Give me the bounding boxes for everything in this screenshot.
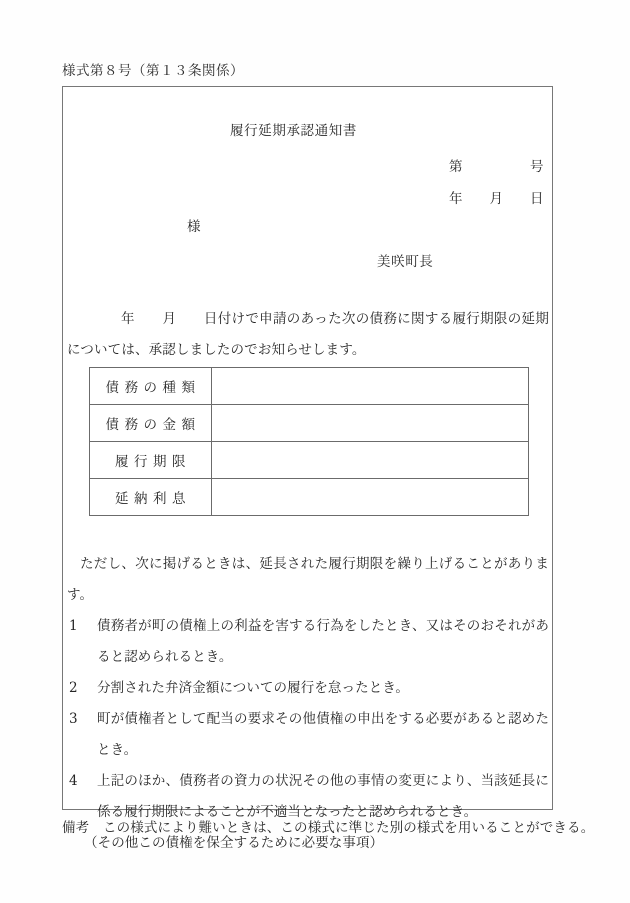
notes-section	[67, 549, 549, 859]
table-row-value[interactable]	[212, 442, 529, 479]
table-row-value[interactable]	[212, 479, 529, 516]
clause-text: 債務者が町の債権上の利益を害する行為をしたとき、又はそのおそれがあると認められるとき。	[97, 618, 549, 665]
document-date-field: 年 月 日	[449, 191, 544, 207]
body-paragraph: 年 月 日付けで申請のあった次の債務に関する履行期限の延期については、承認しましたのでお知らせします。	[67, 311, 549, 358]
clause-item	[67, 673, 549, 704]
table-row	[90, 479, 529, 516]
clause-text: 分割された弁済金額についての履行を怠ったとき。	[97, 680, 409, 696]
footer-remark: 備考 この様式により難いときは、この様式に準じた別の様式を用いることができる。	[62, 820, 595, 836]
table-row-label	[90, 368, 212, 405]
table-row-label	[90, 405, 212, 442]
clause-item	[67, 704, 549, 766]
clause-number: 2	[69, 680, 78, 696]
debt-details-table	[89, 367, 529, 516]
table-row	[90, 368, 529, 405]
table-label-text: 債務の種類	[105, 380, 201, 396]
clause-number: 3	[69, 711, 78, 727]
table-row-value[interactable]	[212, 405, 529, 442]
table-label-text: 履行期限	[115, 454, 191, 470]
issuer-name: 美咲町長	[377, 254, 434, 270]
document-title: 履行延期承認通知書	[230, 123, 357, 139]
notes-parenthetical-text: （その他この債権を保全するために必要な事項）	[84, 835, 384, 851]
table-label-text: 債務の金額	[105, 417, 201, 433]
table-label-text: 延納利息	[115, 491, 191, 507]
table-row	[90, 442, 529, 479]
clause-number: 1	[69, 618, 78, 634]
table-row	[90, 405, 529, 442]
addressee-honorific: 様	[187, 219, 201, 235]
document-number-field: 第 号	[449, 159, 544, 175]
clause-text: 上記のほか、債務者の資力の状況その他の事情の変更により、当該延長に係る履行期限によることが不適当となったと認められるとき。	[97, 773, 549, 820]
clause-text: 町が債権者として配当の要求その他債権の申出をする必要があると認めたとき。	[97, 711, 549, 758]
notes-lead-text: ただし、次に掲げるときは、延長された履行期限を繰り上げることがあります。	[67, 556, 549, 603]
clause-number: 4	[69, 773, 78, 789]
clause-item	[67, 611, 549, 673]
form-number-heading: 様式第８号（第１３条関係）	[62, 63, 244, 79]
table-row-label	[90, 479, 212, 516]
table-row-value[interactable]	[212, 368, 529, 405]
table-row-label	[90, 442, 212, 479]
